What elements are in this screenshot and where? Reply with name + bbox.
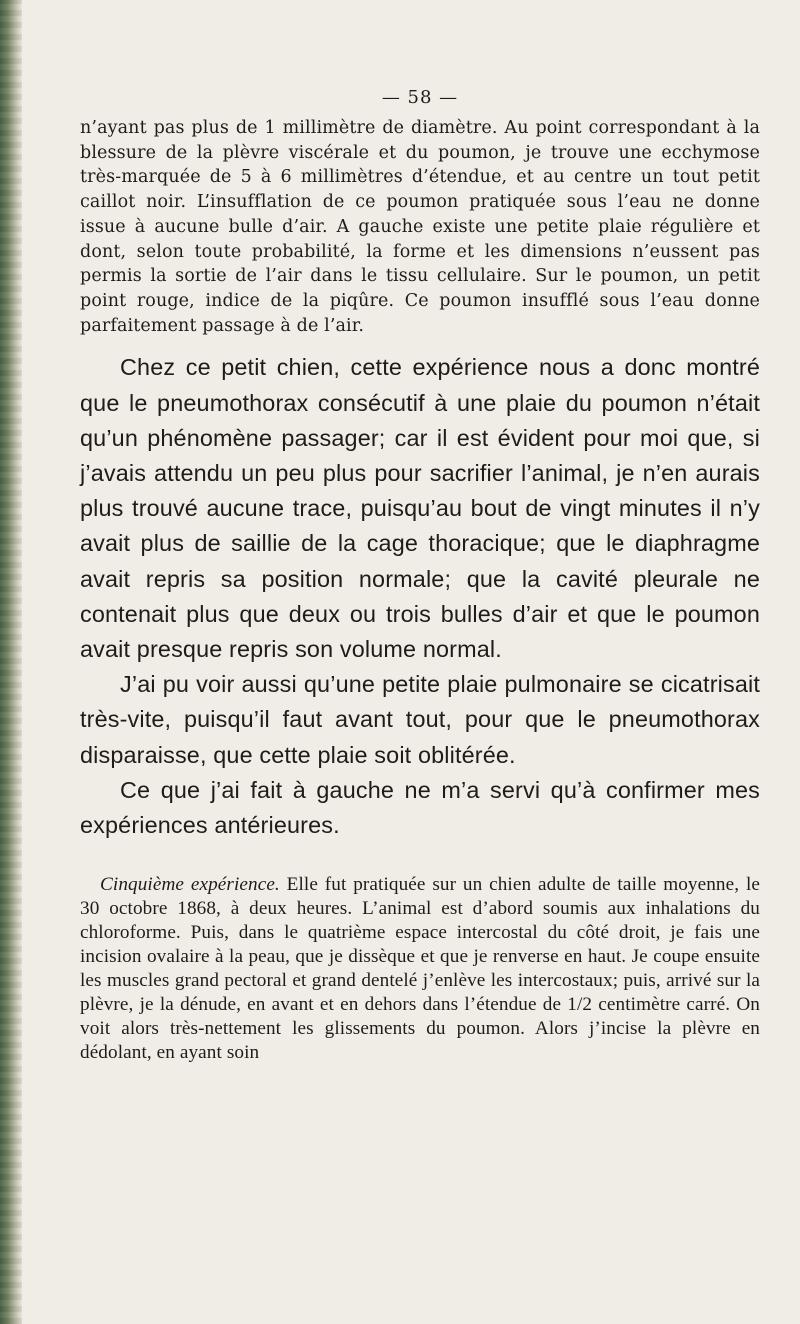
document-page — [80, 88, 760, 1064]
observation-paragraph-two: J’ai pu voir aussi qu’une petite plaie pulmonaire se cicatrisait très-vite, puisqu’il faut avant tout, pour que le pneumothorax disparaisse, que cette plaie soit oblitérée. — [80, 671, 760, 768]
experiment-title: Cinquième expérience. — [100, 874, 280, 896]
intro-paragraph: n’ayant pas plus de 1 millimètre de diamètre. Au point correspondant à la blessure de la plèvre viscérale et du poumon, je trouve une ecchymose très-marquée de 5 à 6 millimètres d’étendue, et au centre un tout petit caillot noir. L’insufflation de ce poumon pratiquée sous l’eau ne donne issue à aucune bulle d’air. A gauche existe une petite plaie régulière et dont, selon toute probabilité, la forme et les dimensions n’eussent pas permis la sortie de l’air dans le tissu cellulaire. Sur le poumon, un petit point rouge, indice de la piqûre. Ce poumon insufflé sous l’eau donne parfaitement passage à de l’air. — [80, 118, 760, 336]
fifth-experiment-paragraph — [80, 873, 760, 1064]
page-binding-edge — [0, 0, 22, 1324]
observation-paragraph-one: Chez ce petit chien, cette expérience nous a donc montré que le pneumothorax consécutif à une plaie du poumon n’était qu’un phénomène passager; car il est évident pour moi que, si j’avais attendu un peu plus pour sacrifier l’animal, je n’en aurais plus trouvé aucune trace, puisqu’au bout de vingt minutes il n’y avait plus de saillie de la cage thoracique; que le diaphragme avait repris sa position normale; que la cavité pleurale ne contenait plus que deux ou trois bulles d’air et que le poumon avait presque repris son volume normal. — [80, 354, 760, 662]
page-number: — 58 — — [381, 87, 459, 108]
observation-paragraph-three: Ce que j’ai fait à gauche ne m’a servi qu’à confirmer mes expériences antérieures. — [80, 776, 760, 838]
experiment-body: Elle fut pratiquée sur un chien adulte de taille moyenne, le 30 octobre 1868, à deux heures. L’animal est d’abord soumis aux inhalations du chloroforme. Puis, dans le quatrième espace intercostal du côté droit, je fais une incision ovalaire à la peau, que je dissèque et que je renverse en haut. Je coupe ensuite les muscles grand pectoral et grand dentelé j’enlève les intercostaux; puis, arrivé sur la plèvre, je la dénude, en avant et en dehors dans l’étendue de 1/2 centimètre carré. On voit alors très-nettement les glissements du poumon. Alors j’incise la plèvre en dédolant, en ayant soin — [80, 874, 760, 1063]
